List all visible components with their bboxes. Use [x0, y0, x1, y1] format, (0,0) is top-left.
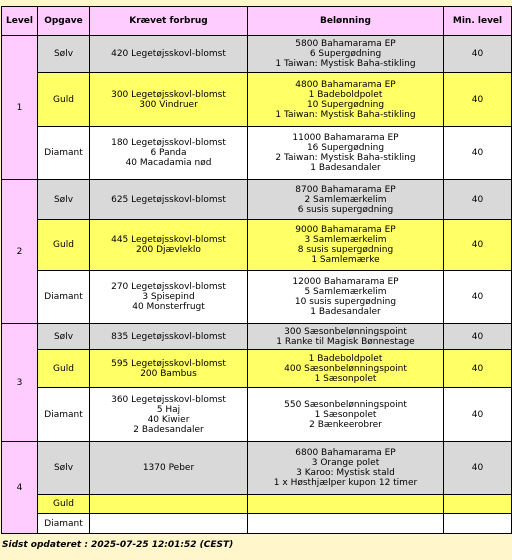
forbrug-cell: 445 Legetøjsskovl-blomst 200 Djævleklo	[90, 220, 248, 271]
level-cell: 3	[2, 324, 38, 442]
tier-cell: Sølv	[38, 180, 90, 220]
forbrug-cell: 1370 Peber	[90, 442, 248, 495]
belonning-cell: 300 Sæsonbelønningspoint 1 Ranke til Magisk Bønnestage	[248, 324, 444, 350]
min-level-cell: 40	[444, 180, 512, 220]
table-row	[2, 495, 512, 514]
table-row	[2, 324, 512, 350]
forbrug-cell: 180 Legetøjsskovl-blomst 6 Panda 40 Macadamia nød	[90, 127, 248, 180]
table-row	[2, 73, 512, 127]
min-level-cell: 40	[444, 220, 512, 271]
tier-cell: Sølv	[38, 36, 90, 73]
min-level-cell: 40	[444, 442, 512, 495]
min-level-cell	[444, 495, 512, 514]
min-level-cell: 40	[444, 271, 512, 324]
min-level-cell: 40	[444, 36, 512, 73]
forbrug-cell	[90, 514, 248, 534]
forbrug-cell: 300 Legetøjsskovl-blomst 300 Vindruer	[90, 73, 248, 127]
belonning-cell: 6800 Bahamarama EP 3 Orange polet 3 Karoo: Mystisk stald 1 x Høsthjælper kupon 12 timer	[248, 442, 444, 495]
forbrug-cell: 835 Legetøjsskovl-blomst	[90, 324, 248, 350]
last-updated: Sidst opdateret : 2025-07-25 12:01:52 (CEST)	[2, 540, 234, 550]
header-row	[2, 7, 512, 36]
forbrug-cell: 270 Legetøjsskovl-blomst 3 Spisepind 40 Monsterfrugt	[90, 271, 248, 324]
table-row	[2, 36, 512, 73]
reward-table	[1, 6, 512, 534]
header-forbrug: Krævet forbrug	[90, 7, 248, 36]
tier-cell: Guld	[38, 495, 90, 514]
tier-cell: Sølv	[38, 442, 90, 495]
forbrug-cell	[90, 495, 248, 514]
min-level-cell: 40	[444, 127, 512, 180]
table-row	[2, 514, 512, 534]
belonning-cell: 11000 Bahamarama EP 16 Supergødning 2 Taiwan: Mystisk Baha-stikling 1 Badesandaler	[248, 127, 444, 180]
belonning-cell: 550 Sæsonbelønningspoint 1 Sæsonpolet 2 Bænkeerobrer	[248, 388, 444, 442]
tier-cell: Diamant	[38, 388, 90, 442]
header-min-level: Min. level	[444, 7, 512, 36]
forbrug-cell: 420 Legetøjsskovl-blomst	[90, 36, 248, 73]
belonning-cell: 5800 Bahamarama EP 6 Supergødning 1 Taiwan: Mystisk Baha-stikling	[248, 36, 444, 73]
forbrug-cell: 625 Legetøjsskovl-blomst	[90, 180, 248, 220]
table-row	[2, 127, 512, 180]
belonning-cell	[248, 495, 444, 514]
table-row	[2, 220, 512, 271]
belonning-cell: 4800 Bahamarama EP 1 Badeboldpolet 10 Supergødning 1 Taiwan: Mystisk Baha-stikling	[248, 73, 444, 127]
tier-cell: Sølv	[38, 324, 90, 350]
min-level-cell: 40	[444, 388, 512, 442]
table-row	[2, 388, 512, 442]
belonning-cell: 9000 Bahamarama EP 3 Samlemærkelim 8 susis supergødning 1 Samlemærke	[248, 220, 444, 271]
forbrug-cell: 595 Legetøjsskovl-blomst 200 Bambus	[90, 350, 248, 388]
table-row	[2, 442, 512, 495]
tier-cell: Diamant	[38, 127, 90, 180]
header-opgave: Opgave	[38, 7, 90, 36]
tier-cell: Guld	[38, 220, 90, 271]
level-cell: 1	[2, 36, 38, 180]
level-cell: 4	[2, 442, 38, 534]
belonning-cell: 8700 Bahamarama EP 2 Samlemærkelim 6 susis supergødning	[248, 180, 444, 220]
belonning-cell	[248, 514, 444, 534]
min-level-cell	[444, 514, 512, 534]
tier-cell: Diamant	[38, 271, 90, 324]
table-row	[2, 180, 512, 220]
table-row	[2, 350, 512, 388]
min-level-cell: 40	[444, 350, 512, 388]
table-row	[2, 271, 512, 324]
tier-cell: Guld	[38, 73, 90, 127]
min-level-cell: 40	[444, 73, 512, 127]
level-cell: 2	[2, 180, 38, 324]
header-belonning: Belønning	[248, 7, 444, 36]
forbrug-cell: 360 Legetøjsskovl-blomst 5 Haj 40 Kiwier 2 Badesandaler	[90, 388, 248, 442]
belonning-cell: 1 Badeboldpolet 400 Sæsonbelønningspoint 1 Sæsonpolet	[248, 350, 444, 388]
tier-cell: Guld	[38, 350, 90, 388]
min-level-cell: 40	[444, 324, 512, 350]
header-level: Level	[2, 7, 38, 36]
tier-cell: Diamant	[38, 514, 90, 534]
belonning-cell: 12000 Bahamarama EP 5 Samlemærkelim 10 susis supergødning 1 Badesandaler	[248, 271, 444, 324]
